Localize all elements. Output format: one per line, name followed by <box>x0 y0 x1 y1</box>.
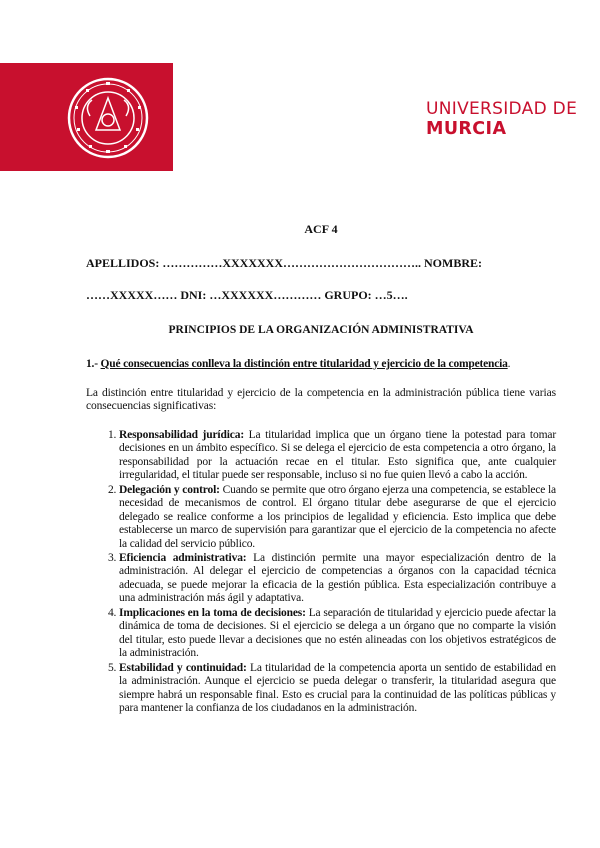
list-item <box>119 607 556 661</box>
document-body <box>86 222 556 716</box>
university-name-line2: MURCIA <box>426 119 507 139</box>
consequences-list <box>86 429 556 716</box>
university-name-line1: UNIVERSIDAD DE <box>426 99 578 119</box>
logo-seal-block <box>0 63 173 171</box>
list-item-title: Responsabilidad jurídica: <box>119 428 245 441</box>
question-heading <box>86 358 556 370</box>
list-item-text: La titularidad implica que un órgano tiene la potestad para tomar decisiones en un ámbito específico. Si se delega el ejercicio de esta competencia a otro órgano, la responsabilidad por la actuación recae en el titular. Esto significa que, ante cualquier irregularidad, el titular puede ser responsable, incluso si no fue quien llevó a cabo la acción. <box>119 428 557 482</box>
list-item <box>119 429 556 483</box>
list-item <box>119 552 556 606</box>
intro-paragraph: La distinción entre titularidad y ejercicio de la competencia en la administración pública tiene varias consecuencias significativas: <box>86 387 556 413</box>
list-item-title: Estabilidad y continuidad: <box>119 661 247 674</box>
list-item <box>119 484 556 551</box>
apellidos-line: APELLIDOS: ……………XXXXXXX…………………………….. NOMBRE: <box>86 256 483 270</box>
list-item-text: La titularidad de la competencia aporta un sentido de estabilidad en la administración. Aunque el ejercicio se pueda delegar o transferir, la titularidad asegura que siempre habrá un responsable final. Esto es crucial para la continuidad de las políticas públicas y para mantener la confianza de los ciudadanos en la administración. <box>119 661 556 714</box>
list-item-title: Eficiencia administrativa: <box>119 551 247 564</box>
document-title: ACF 4 <box>304 222 338 236</box>
list-item-title: Delegación y control: <box>119 483 220 496</box>
question-text: Qué consecuencias conlleva la distinción entre titularidad y ejercicio de la competencia <box>100 358 508 370</box>
university-name-logo <box>426 101 586 139</box>
list-item-text: La separación de titularidad y ejercicio puede afectar la dinámica de toma de decisiones. Si el ejercicio se delega a un órgano que no comparte la visión del titular, esto puede llevar a decisiones que no estén alineadas con los objetivos estratégicos de la administración. <box>119 606 557 660</box>
list-item-text: Cuando se permite que otro órgano ejerza una competencia, se establece la necesidad de mecanismos de control. El órgano titular debe asegurarse de que el ejercicio delegado se realice conforme a los principios de legalidad y eficiencia. Esto implica que debe establecerse un marco de supervisión para garantizar que el ejercicio de la competencia no afecte la calidad del servicio público. <box>119 483 556 550</box>
university-seal-icon <box>66 76 150 160</box>
dni-line: ……XXXXX…… DNI: …XXXXXX………… GRUPO: …5…. <box>86 288 408 302</box>
list-item-title: Implicaciones en la toma de decisiones: <box>119 606 306 619</box>
section-title: PRINCIPIOS DE LA ORGANIZACIÓN ADMINISTRATIVA <box>168 324 474 336</box>
list-item <box>119 662 556 716</box>
question-end: . <box>507 358 511 370</box>
list-item-text: La distinción permite una mayor especialización dentro de la administración. Al delegar el ejercicio de competencias a órganos con la capacidad técnica adecuada, se puede mejorar la eficacia de la gestión pública. Esta especialización contribuye a una administración más ágil y adaptativa. <box>119 551 556 605</box>
question-number: 1.- <box>86 358 98 370</box>
